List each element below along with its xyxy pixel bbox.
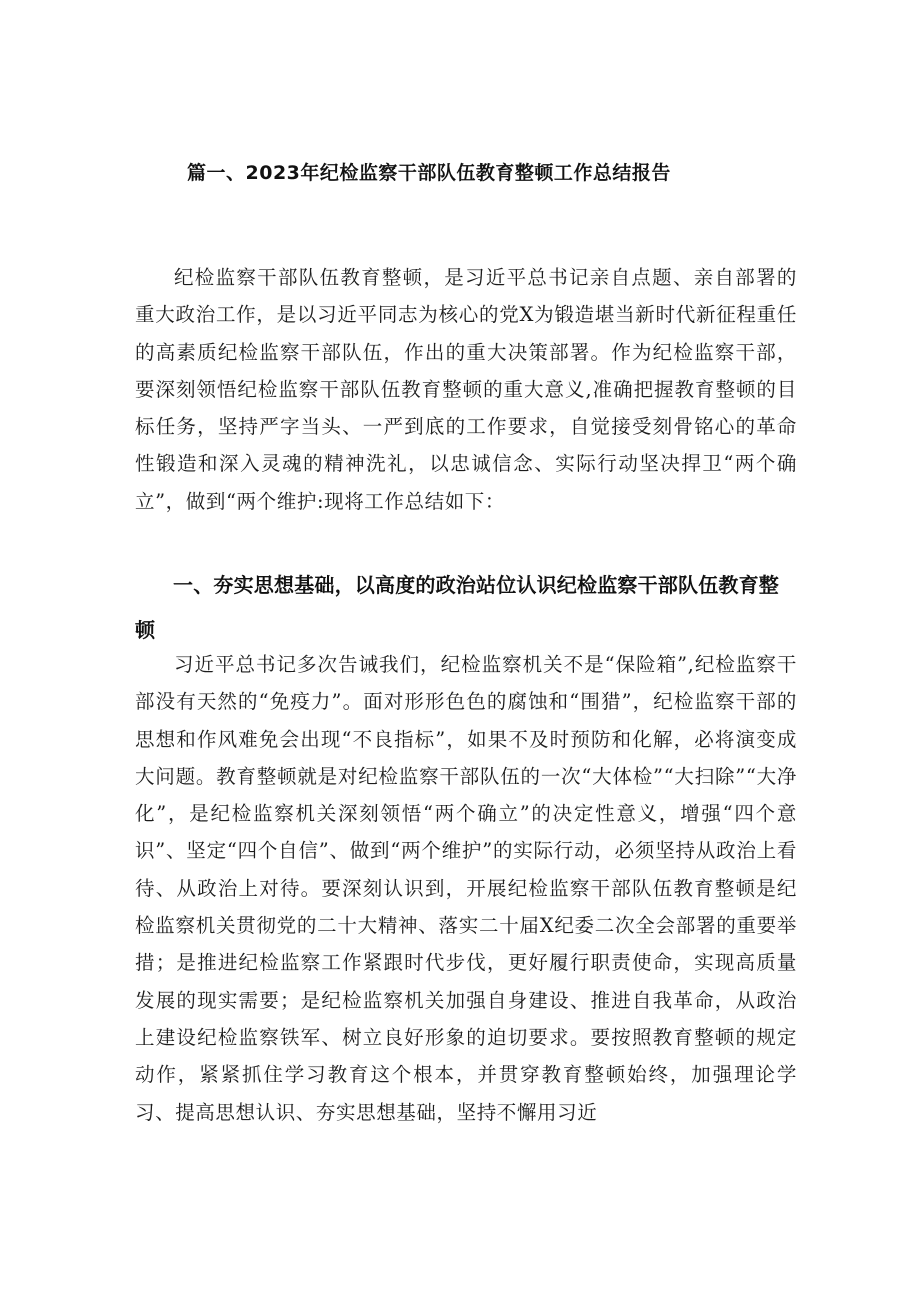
section-paragraph: 习近平总书记多次告诫我们，纪检监察机关不是“保险箱”,纪检监察干部没有天然的“免疫力”。面对形形色色的腐蚀和“围猎”，纪检监察干部的思想和作风难免会出现“不良指标”，如果不及时预防和化解，必将演变成大问题。教育整顿就是对纪检监察干部队伍的一次“大体检”“大扫除”“大净化”，是纪检监察机关深刻领悟“两个确立”的决定性意义，增强“四个意识”、坚定“四个自信”、做到“两个维护”的实际行动，必须坚持从政治上看待、从政治上对待。要深刻认识到，开展纪检监察干部队伍教育整顿是纪检监察机关贯彻党的二十大精神、落实二十届X纪委二次全会部署的重要举措；是推进纪检监察工作紧跟时代步伐，更好履行职责使命，实现高质量发展的现实需要；是纪检监察机关加强自身建设、推进自我革命，从政治上建设纪检监察铁军、树立良好形象的迫切要求。要按照教育整顿的规定动作，紧紧抓住学习教育这个根本，并贯穿教育整顿始终，加强理论学习、提高思想认识、夯实思想基础，坚持不懈用习近 [135, 653, 797, 1124]
document-title: 篇一、2023年纪检监察干部队伍教育整顿工作总结报告 [187, 162, 671, 184]
section-heading: 一、夯实思想基础，以高度的政治站位认识纪检监察干部队伍教育整顿 [135, 573, 779, 642]
intro-paragraph: 纪检监察干部队伍教育整顿，是习近平总书记亲自点题、亲自部署的重大政治工作，是以习近平同志为核心的党X为锻造堪当新时代新征程重任的高素质纪检监察干部队伍，作出的重大决策部署。作为纪检监察干部，要深刻领悟纪检监察干部队伍教育整顿的重大意义,准确把握教育整顿的目标任务，坚持严字当头、一严到底的工作要求，自觉接受刻骨铭心的革命性锻造和深入灵魂的精神洗礼，以忠诚信念、实际行动坚决捍卫“两个确立”，做到“两个维护:现将工作总结如下： [135, 266, 797, 513]
